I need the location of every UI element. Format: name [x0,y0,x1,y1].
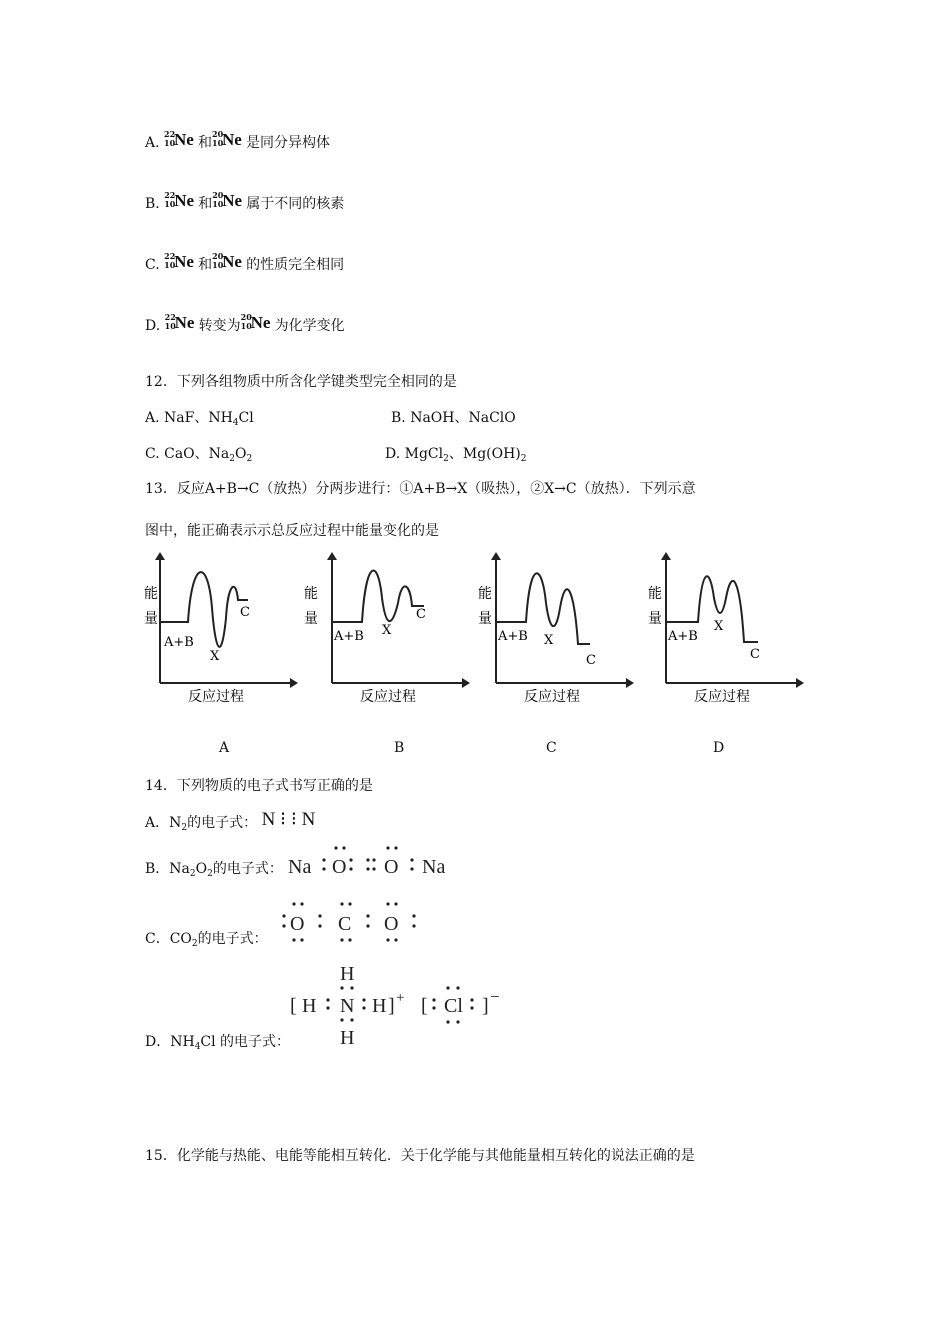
svg-text:H: H [340,1027,355,1049]
isotope-ne20: 20 10 Ne [240,312,271,332]
option-text: 的性质完全相同 [246,257,345,273]
label-reactant: A+B [668,629,698,644]
option-letter: A. [145,135,160,151]
svg-text:N: N [340,995,355,1017]
q14-option-b: B．$Na_2O_2$的电子式： [145,861,283,879]
n2-electron-formula: N ⁝ ⁝ N [261,809,316,830]
svg-text:H: H [302,995,317,1017]
y-label-energy-1: 能 [304,586,318,602]
q11-option-c: C. 22 10 Ne 和 20 10 Ne 的性质完全相同 [145,251,345,273]
caption-a: A [219,740,230,756]
energy-diagram-b [304,548,472,722]
q12-option-c: C. CaO、$Na_2O_2$ [145,446,253,464]
na2o2-electron-formula [288,840,458,894]
isotope-ne20: 20 10 Ne [212,129,242,149]
q12-stem: 12．下列各组物质中所含化学键类型完全相同的是 [145,374,457,390]
q14-option-d: D．$NH_4Cl$ 的电子式： [145,1034,291,1052]
option-text: 属于不同的核素 [246,196,345,212]
isotope-ne22: 22 10 Ne [164,251,194,271]
svg-text:O: O [290,913,305,935]
q15-stem: 15．化学能与热能、电能等能相互转化．关于化学能与其他能量相互转化的说法正确的是 [145,1148,695,1164]
svg-text:O: O [384,913,399,935]
y-label-energy-2: 量 [478,611,492,627]
option-text: 是同分异构体 [246,135,331,151]
svg-text:]: ] [388,995,395,1017]
isotope-ne22: 22 10 Ne [164,312,195,332]
caption-d: D [713,740,725,756]
q11-option-d: D. 22 10 Ne 转变为 20 10 Ne 为化学变化 [145,312,345,334]
option-letter: C. [145,257,160,273]
label-product: C [586,653,596,668]
q13-stem-line-1: 13．反应A+B→C（放热）分两步进行：①A+B→X（吸热），②X→C（放热）．下列示意 [145,481,696,497]
q12-option-a: A. NaF、$NH_4Cl$ [145,410,254,428]
x-label-reaction-process: 反应过程 [694,689,750,705]
q11-option-b: B. 22 10 Ne 和 20 10 Ne 属于不同的核素 [145,190,345,212]
energy-diagram-c [476,548,636,722]
isotope-ne20: 20 10 Ne [212,251,242,271]
svg-text:H: H [372,995,387,1017]
isotope-ne22: 22 10 Ne [164,190,195,210]
label-reactant: A+B [334,629,364,644]
option-text: 为化学变化 [274,318,345,334]
svg-text:+: + [396,990,405,1006]
isotope-ne20: 20 10 Ne [212,190,243,210]
y-label-energy-2: 量 [648,611,662,627]
isotope-ne22: 22 10 Ne [164,129,194,149]
q12-option-b: B. NaOH、NaClO [391,410,516,426]
svg-text:Cl: Cl [444,995,463,1017]
option-letter: B. [145,196,160,212]
caption-b: B [394,740,405,756]
y-label-energy-1: 能 [648,586,662,602]
y-label-energy-1: 能 [144,586,158,602]
svg-text:Na: Na [288,856,312,878]
q14-option-c: C．$CO_2$的电子式： [145,931,268,949]
label-intermediate: X [544,633,554,648]
label-product: C [240,605,250,620]
y-label-energy-2: 量 [304,611,318,627]
svg-text:[: [ [290,995,297,1017]
y-label-energy-1: 能 [478,586,492,602]
svg-text:Na: Na [422,856,446,878]
oxygen-2: O [384,856,399,878]
co2-electron-formula [280,898,430,952]
q14-option-a: A．$N_2$的电子式： N ⁝ ⁝ N [145,809,316,833]
label-product: C [750,647,760,662]
x-label-reaction-process: 反应过程 [188,689,244,705]
nh4cl-electron-formula [290,960,520,1054]
label-reactant: A+B [498,629,528,644]
label-intermediate: X [382,623,392,638]
label-reactant: A+B [164,635,194,650]
energy-diagram-d [646,548,806,722]
q11-option-a: A. 22 10 Ne 和 20 10 Ne 是同分异构体 [145,129,331,151]
oxygen-1: O [332,856,347,878]
svg-text:−: − [490,987,500,1006]
q13-stem-line-2: 图中，能正确表示示总反应过程中能量变化的是 [145,523,439,539]
svg-text:C: C [338,913,352,935]
y-label-energy-2: 量 [144,611,158,627]
svg-text:]: ] [482,995,489,1017]
label-intermediate: X [210,649,220,664]
energy-diagram-a [140,548,300,722]
svg-text:[: [ [421,995,428,1017]
label-intermediate: X [714,619,724,634]
q12-option-d: D. MgCl$_2$、$Mg(OH)_2$ [385,446,527,464]
x-label-reaction-process: 反应过程 [360,689,416,705]
x-label-reaction-process: 反应过程 [524,689,580,705]
option-letter: D. [145,318,161,334]
caption-c: C [546,740,557,756]
label-product: C [416,607,426,622]
svg-text:H: H [340,963,355,985]
q14-stem: 14．下列物质的电子式书写正确的是 [145,778,373,794]
